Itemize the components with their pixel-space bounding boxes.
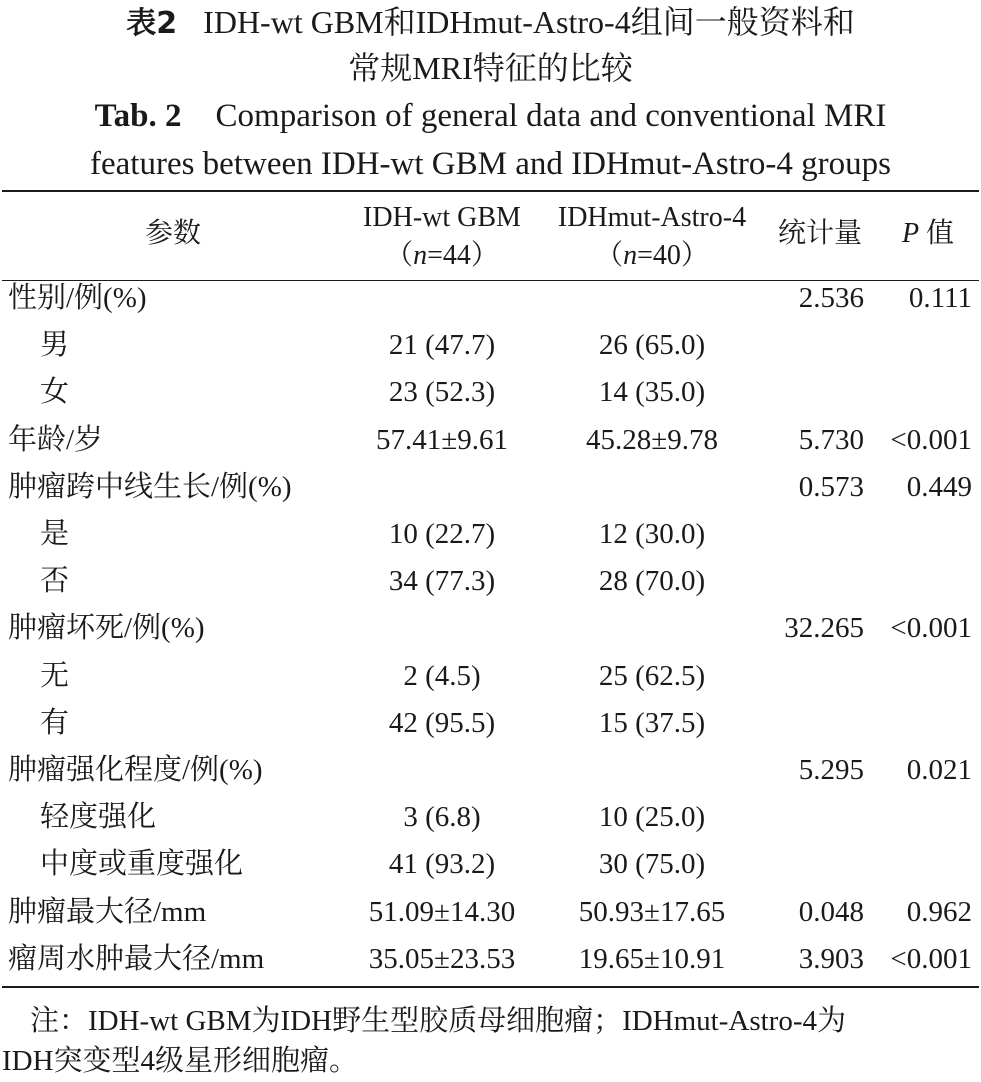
row-group1-value: 2 (4.5) <box>403 660 481 692</box>
row-group1-value: 41 (93.2) <box>388 848 496 880</box>
row-p-value: <0.001 <box>890 424 972 456</box>
row-group2-value: 50.93±17.65 <box>578 896 726 928</box>
header-param: 参数 <box>144 218 201 249</box>
row-param: 性别/例(%) <box>8 282 147 314</box>
row-group2-value: 14 (35.0) <box>598 376 706 408</box>
table-number-en: Tab. 2 <box>94 98 182 134</box>
row-group2-value: 19.65±10.91 <box>578 943 726 975</box>
table-title-en-line1: Comparison of general data and conventional MRI <box>215 98 887 134</box>
row-param: 是 <box>40 518 70 550</box>
row-statistic: 0.573 <box>798 471 864 503</box>
row-param: 轻度强化 <box>40 801 157 833</box>
row-group2-value: 25 (62.5) <box>598 660 706 692</box>
row-statistic: 3.903 <box>798 943 864 975</box>
row-p-value: 0.962 <box>906 896 972 928</box>
row-p-value: 0.111 <box>908 282 972 314</box>
row-group2-value: 10 (25.0) <box>598 801 706 833</box>
table-bottom-rule <box>2 986 979 988</box>
row-group1-value: 35.05±23.53 <box>368 943 516 975</box>
row-param: 肿瘤最大径/mm <box>8 896 207 928</box>
row-param: 肿瘤跨中线生长/例(%) <box>8 471 292 503</box>
row-p-value: <0.001 <box>890 943 972 975</box>
row-group1-value: 42 (95.5) <box>388 707 496 739</box>
row-param: 有 <box>40 707 70 739</box>
table-note-line1: 注：IDH-wt GBM为IDH野生型胶质母细胞瘤；IDHmut-Astro-4为 <box>30 1005 846 1037</box>
row-param: 女 <box>40 376 70 408</box>
row-param: 男 <box>40 329 70 361</box>
header-group2-name: IDHmut-Astro-4 <box>557 202 747 233</box>
row-statistic: 2.536 <box>798 282 864 314</box>
table-title-en-line2: features between IDH-wt GBM and IDHmut-Astro-4 groups <box>90 146 891 182</box>
row-group1-value: 57.41±9.61 <box>376 424 508 456</box>
row-statistic: 5.730 <box>798 424 864 456</box>
row-group2-value: 28 (70.0) <box>598 565 706 597</box>
header-statistic: 统计量 <box>777 218 862 249</box>
row-group2-value: 12 (30.0) <box>598 518 706 550</box>
table-top-rule <box>2 190 979 192</box>
row-group2-value: 30 (75.0) <box>598 848 706 880</box>
row-group2-value: 15 (37.5) <box>598 707 706 739</box>
row-param: 年龄/岁 <box>8 424 104 456</box>
row-param: 无 <box>40 660 70 692</box>
row-p-value: 0.449 <box>906 471 972 503</box>
row-param: 肿瘤坏死/例(%) <box>8 612 205 644</box>
row-param: 中度或重度强化 <box>40 848 244 880</box>
header-p-value <box>880 216 976 252</box>
header-group2-n <box>544 238 760 274</box>
row-param: 肿瘤强化程度/例(%) <box>8 754 263 786</box>
header-group2-n-text: （n=40） <box>595 240 709 271</box>
row-group2-value: 26 (65.0) <box>598 329 706 361</box>
header-p-suffix: 值 <box>919 218 955 249</box>
row-group2-value: 45.28±9.78 <box>586 424 718 456</box>
row-group1-value: 34 (77.3) <box>388 565 496 597</box>
table-number-cn: 表2 <box>126 6 178 41</box>
header-group1-n <box>342 238 542 274</box>
row-group1-value: 10 (22.7) <box>388 518 496 550</box>
header-p-letter: P <box>901 218 920 249</box>
row-group1-value: 3 (6.8) <box>403 801 481 833</box>
row-p-value: 0.021 <box>906 754 972 786</box>
table-title-cn-line2: 常规MRI特征的比较 <box>348 50 633 86</box>
row-param: 否 <box>40 565 70 597</box>
table-title-cn-line1: IDH-wt GBM和IDHmut-Astro-4组间一般资料和 <box>203 4 855 40</box>
row-group1-value: 51.09±14.30 <box>368 896 516 928</box>
row-statistic: 5.295 <box>798 754 864 786</box>
row-statistic: 0.048 <box>798 896 864 928</box>
header-group1-n-text: （n=44） <box>385 240 499 271</box>
table-title-cn <box>0 0 981 46</box>
row-param: 瘤周水肿最大径/mm <box>8 943 265 975</box>
table-title-en <box>0 94 981 138</box>
row-group1-value: 23 (52.3) <box>388 376 496 408</box>
row-statistic: 32.265 <box>784 612 864 644</box>
header-group1-name: IDH-wt GBM <box>363 202 521 233</box>
row-group1-value: 21 (47.7) <box>388 329 496 361</box>
table-note-line2: IDH突变型4级星形细胞瘤。 <box>2 1045 359 1077</box>
row-p-value: <0.001 <box>890 612 972 644</box>
